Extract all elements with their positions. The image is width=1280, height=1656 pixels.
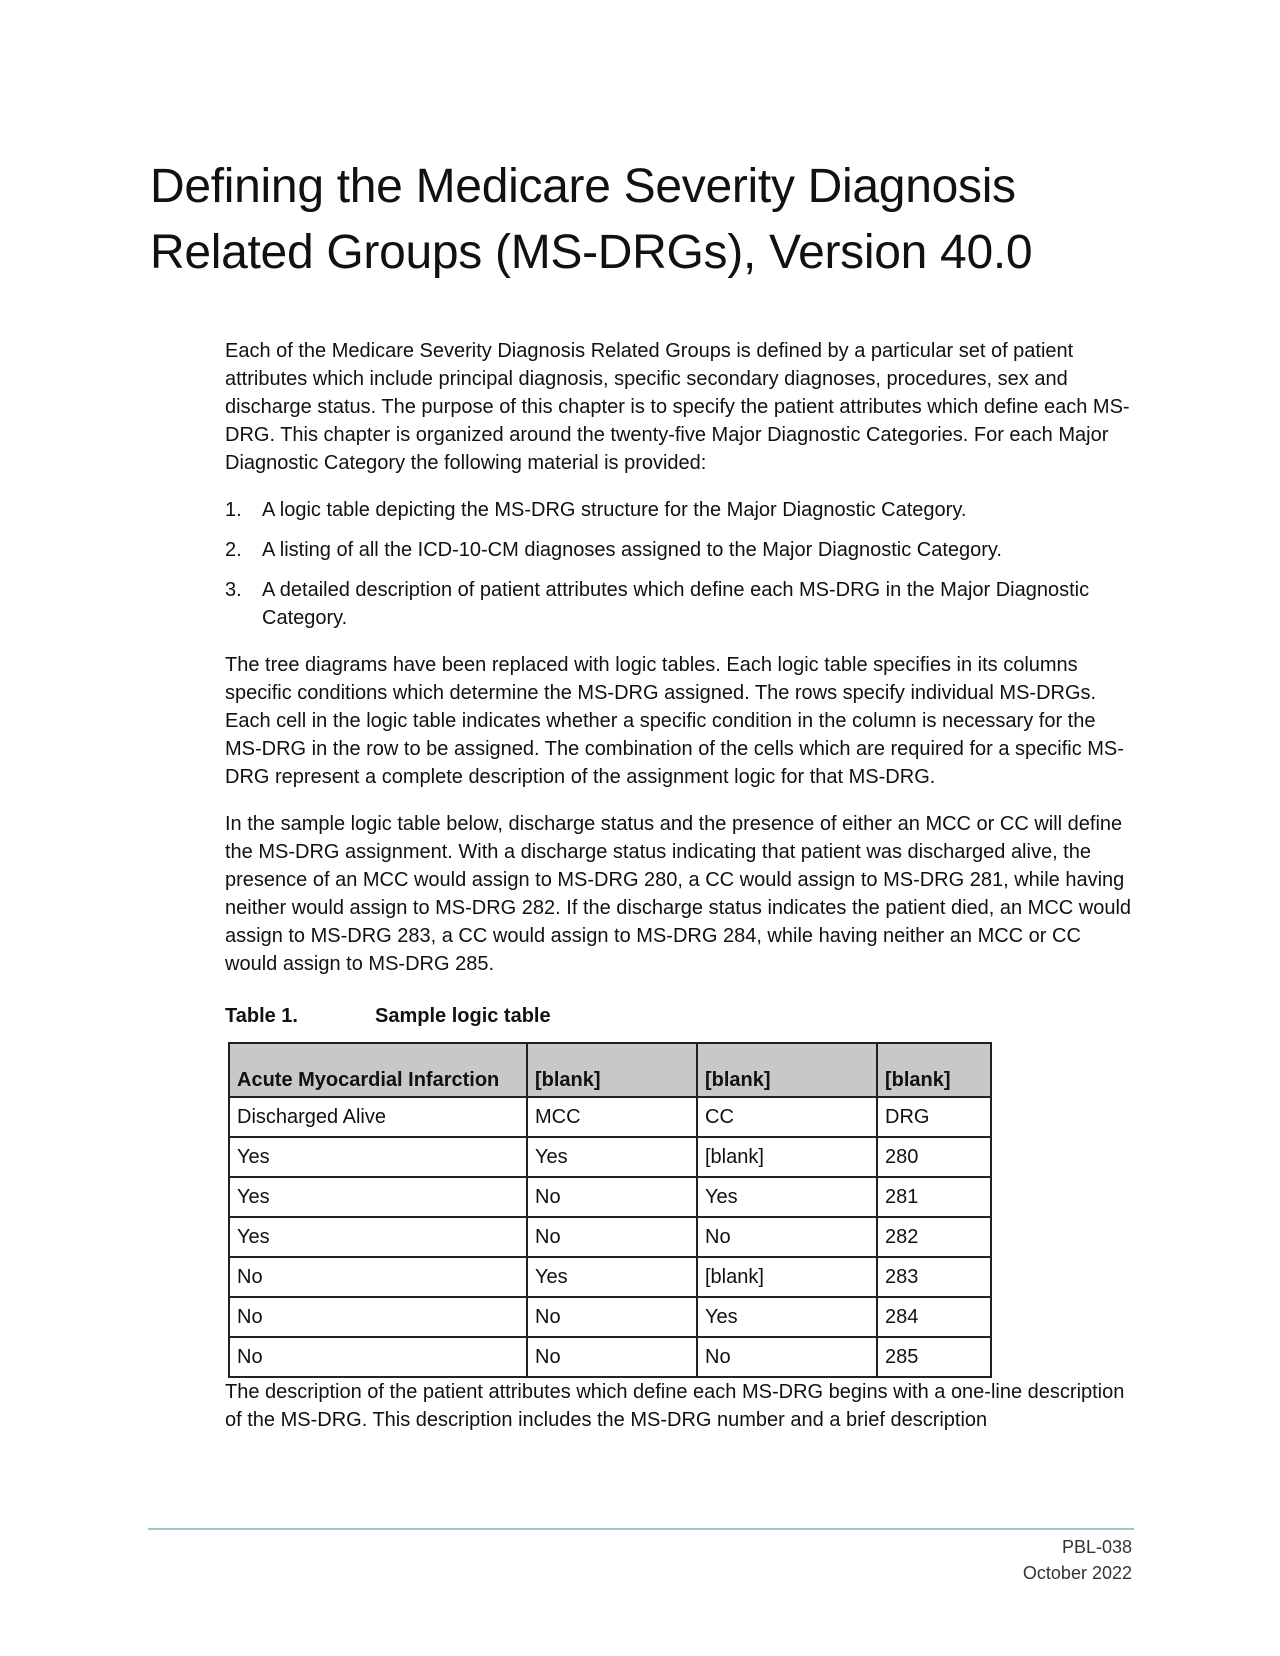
page-footer [1023,1534,1132,1586]
list-item-text: A detailed description of patient attributes which define each MS-DRG in the Major Diagnostic Category. [262,579,1090,629]
table-cell: No [229,1257,527,1297]
table-cell: 280 [877,1137,991,1177]
table-cell: 284 [877,1297,991,1337]
table-cell: Yes [229,1177,527,1217]
table-cell: 285 [877,1337,991,1377]
table-caption-number: Table 1. [225,1005,298,1027]
table-cell: 281 [877,1177,991,1217]
list-item-number: 1. [225,499,242,521]
table-row [229,1097,991,1137]
list-item [225,536,1135,564]
table-caption-title: Sample logic table [375,1005,551,1027]
table-cell: No [229,1337,527,1377]
list-item-text: A listing of all the ICD-10-CM diagnoses assigned to the Major Diagnostic Category. [262,539,1002,561]
table-cell: [blank] [697,1257,877,1297]
page-title [150,154,1150,286]
table-cell: No [527,1217,697,1257]
table-row [229,1177,991,1217]
logic-table-explanation-paragraph: The tree diagrams have been replaced with logic tables. Each logic table specifies in its columns specific conditions which determine the MS-DRG assigned. The rows specify individual MS-DRGs. Each cell in the logic table indicates whether a specific condition in the column is necessary for the MS-DRG in the row to be assigned. The combination of the cells which are required for a specific MS-DRG represent a complete description of the assignment logic for that MS-DRG. [225,654,1124,788]
list-item-text: A logic table depicting the MS-DRG structure for the Major Diagnostic Category. [262,499,967,521]
table-cell: Yes [527,1257,697,1297]
table-row [229,1137,991,1177]
table-cell: No [697,1217,877,1257]
list-item-number: 2. [225,539,242,561]
description-paragraph: The description of the patient attributes which define each MS-DRG begins with a one-line description of the MS-DRG. This description includes the MS-DRG number and a brief description [225,1381,1125,1431]
sample-table-explanation-paragraph: In the sample logic table below, discharge status and the presence of either an MCC or CC will define the MS-DRG assignment. With a discharge status indicating that patient was discharged alive, the presence of an MCC would assign to MS-DRG 280, a CC would assign to MS-DRG 281, while having neither would assign to MS-DRG 282. If the discharge status indicates the patient died, an MCC would assign to MS-DRG 283, a CC would assign to MS-DRG 284, while having neither an MCC or CC would assign to MS-DRG 285. [225,813,1132,975]
table-cell: Yes [697,1297,877,1337]
table-row [229,1217,991,1257]
table-cell: No [527,1297,697,1337]
table-cell: 282 [877,1217,991,1257]
table-cell: DRG [877,1097,991,1137]
table-cell: CC [697,1097,877,1137]
page-title-line-2: Related Groups (MS-DRGs), Version 40.0 [150,226,1033,279]
list-item [225,496,1135,524]
table-row [229,1337,991,1377]
table-header-cell: [blank] [697,1043,877,1097]
intro-paragraph: Each of the Medicare Severity Diagnosis Related Groups is defined by a particular set of patient attributes which include principal diagnosis, specific secondary diagnoses, procedures, sex and discharge status. The purpose of this chapter is to specify the patient attributes which define each MS-DRG. This chapter is organized around the twenty-five Major Diagnostic Categories. For each Major Diagnostic Category the following material is provided: [225,340,1130,474]
table-row [229,1257,991,1297]
table-cell: No [697,1337,877,1377]
table-cell: Yes [229,1137,527,1177]
table-header-cell: [blank] [527,1043,697,1097]
table-cell: [blank] [697,1137,877,1177]
table-cell: Yes [697,1177,877,1217]
page-title-line-1: Defining the Medicare Severity Diagnosis [150,160,1016,213]
body-content [225,337,1135,1453]
table-row [229,1297,991,1337]
table-header-cell: Acute Myocardial Infarction [229,1043,527,1097]
table-cell: Discharged Alive [229,1097,527,1137]
list-item-number: 3. [225,579,242,601]
table-cell: Yes [527,1137,697,1177]
table-header-row [229,1043,991,1097]
sample-logic-table [228,1042,992,1378]
footer-divider [148,1528,1134,1530]
footer-date: October 2022 [1022,1563,1132,1583]
table-header-cell: [blank] [877,1043,991,1097]
table-cell: Yes [229,1217,527,1257]
list-item [225,576,1135,632]
table-cell: No [229,1297,527,1337]
table-cell: No [527,1177,697,1217]
table-cell: 283 [877,1257,991,1297]
table-cell: MCC [527,1097,697,1137]
table-caption [225,1002,1135,1030]
footer-document-code: PBL-038 [1061,1537,1132,1557]
material-list [225,496,1135,632]
table-cell: No [527,1337,697,1377]
